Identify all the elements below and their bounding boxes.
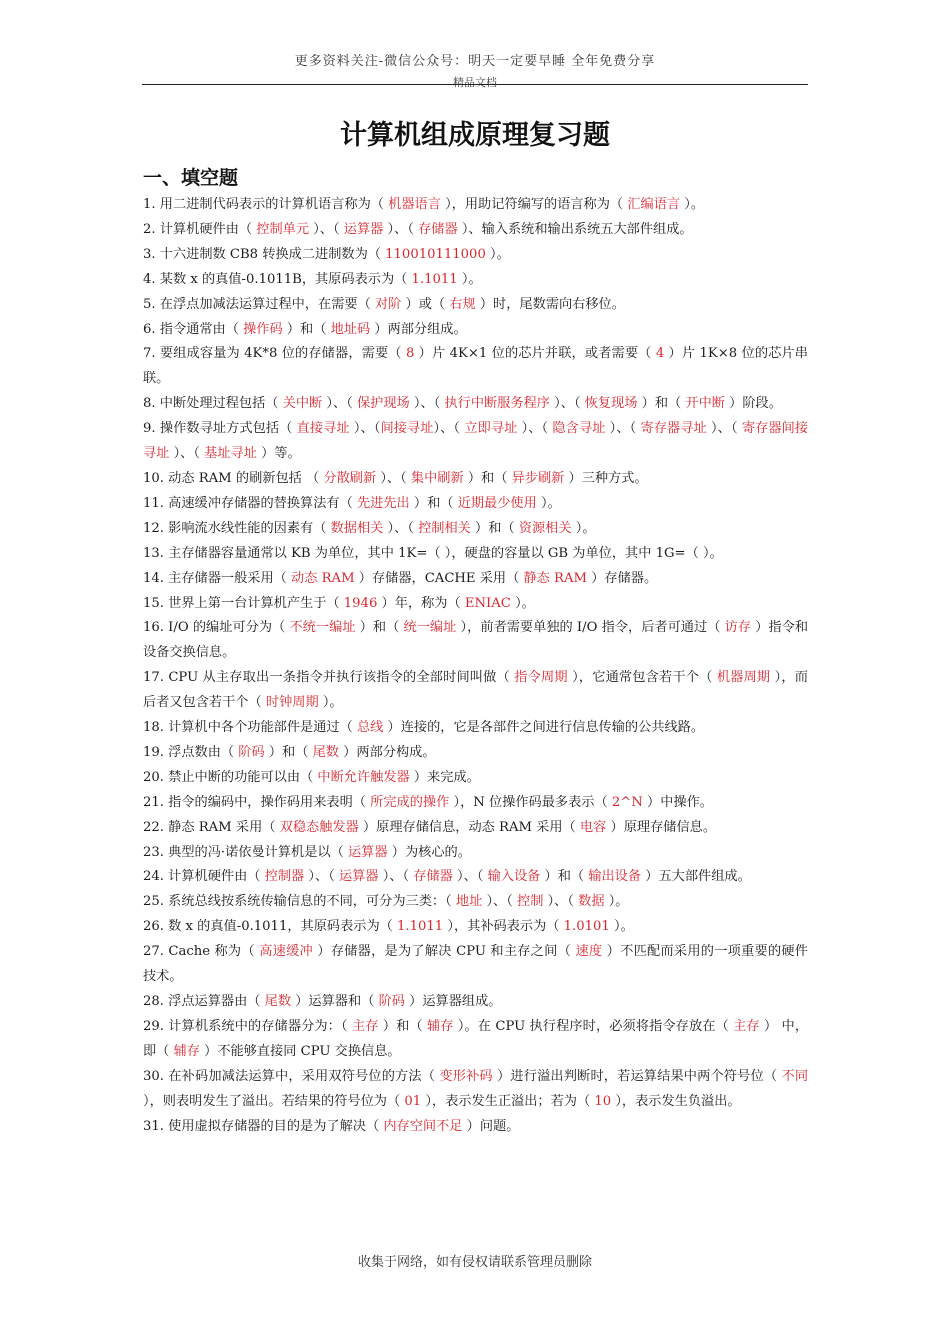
answer-text: 主存 xyxy=(733,1018,760,1034)
question-text: ），其补码表示为（ xyxy=(443,919,564,935)
question-item xyxy=(143,940,808,990)
question-item xyxy=(143,865,808,890)
question-text: ）、（ xyxy=(376,470,411,486)
question-item xyxy=(143,666,808,716)
question-item xyxy=(143,766,808,791)
question-text: 4. 某数 x 的真值-0.1011B，其原码表示为（ xyxy=(143,271,412,287)
answer-text: 总线 xyxy=(356,720,384,736)
section-heading: 一、填空题 xyxy=(143,167,239,189)
answer-text: 辅存 xyxy=(173,1043,200,1059)
question-text: ）或（ xyxy=(401,296,450,312)
question-item xyxy=(143,268,808,293)
question-text: ）、（ xyxy=(543,894,579,910)
question-text: ）问题。 xyxy=(462,1118,520,1134)
answer-text: 10 xyxy=(594,1093,612,1109)
question-text: ）、（ xyxy=(549,396,585,412)
answer-text: 地址码 xyxy=(330,321,371,337)
question-text: ）。 xyxy=(536,495,561,511)
question-text: ）、（ xyxy=(322,396,357,412)
question-text: ）。 xyxy=(680,197,705,212)
answer-text: 速度 xyxy=(575,944,603,960)
question-item xyxy=(143,1065,808,1115)
answer-text: 2^N xyxy=(611,794,643,810)
question-text: ）、（ xyxy=(309,221,344,237)
answer-text: 资源相关 xyxy=(518,520,572,536)
answer-text: 1946 xyxy=(343,595,378,611)
question-text: ），而后者又包含若干个（ xyxy=(143,670,808,711)
question-item xyxy=(143,243,808,268)
question-text: ）和（ xyxy=(540,869,589,885)
question-item xyxy=(143,293,808,318)
question-text: ）和（ xyxy=(409,495,458,511)
question-text: 28. 浮点运算器由（ xyxy=(143,994,265,1009)
question-item xyxy=(143,492,808,517)
question-text: ）和（ xyxy=(282,321,331,337)
question-text: ），用助记符编写的语言称为（ xyxy=(440,197,628,212)
answer-text: 控制单元 xyxy=(256,221,310,237)
question-text: ）进行溢出判断时，若运算结果中两个符号位（ xyxy=(492,1068,782,1084)
answer-text: 阶码 xyxy=(238,744,265,760)
question-text: ）来完成。 xyxy=(409,769,480,785)
answer-text: 双稳态触发器 xyxy=(279,819,359,835)
question-text: ）三种方式。 xyxy=(564,470,648,486)
answer-text: 先进先出 xyxy=(356,495,410,511)
answer-text: 控制相关 xyxy=(418,520,471,536)
question-list xyxy=(143,193,808,1139)
question-text: ）、（ xyxy=(349,421,381,437)
answer-text: 尾数 xyxy=(264,994,292,1009)
answer-text: 数据相关 xyxy=(330,520,384,536)
answer-text: 分散刷新 xyxy=(323,470,377,486)
answer-text: 内存空间不足 xyxy=(383,1118,463,1134)
question-text: ）不能够直接同 CPU 交换信息。 xyxy=(199,1043,401,1059)
answer-text: 1.1011 xyxy=(411,271,458,287)
answer-text: 异步刷新 xyxy=(511,470,565,486)
answer-text: 输入设备 xyxy=(487,869,541,885)
question-text: ）存储器，是为了解决 CPU 和主存之间（ xyxy=(312,944,576,960)
question-item xyxy=(143,741,808,766)
answer-text: 基址寻址 xyxy=(204,446,257,462)
question-text: ）、（ xyxy=(409,396,445,412)
question-text: 23. 典型的冯·诺依曼计算机是以（ xyxy=(143,844,348,860)
answer-text: 1.1011 xyxy=(397,919,444,935)
question-text: ）原理存储信息。 xyxy=(606,819,717,835)
question-item xyxy=(143,990,808,1015)
question-text: ）和（ xyxy=(463,470,512,486)
question-item xyxy=(143,592,808,617)
question-text: ）和（ xyxy=(378,1018,427,1034)
question-text: 22. 静态 RAM 采用（ xyxy=(143,819,280,835)
question-text: 11. 高速缓冲存储器的替换算法有（ xyxy=(143,495,357,511)
question-item xyxy=(143,1015,808,1065)
question-item xyxy=(143,915,808,940)
question-text: ） 中，即（ xyxy=(143,1018,809,1059)
question-text: 2. 计算机硬件由（ xyxy=(143,221,257,237)
answer-text: 地址 xyxy=(455,894,483,910)
answer-text: 输出设备 xyxy=(588,869,642,885)
question-text: ）运算器组成。 xyxy=(404,994,502,1009)
answer-text: 不同 xyxy=(781,1068,809,1084)
question-item xyxy=(143,841,808,866)
question-text: ）和（ xyxy=(264,744,313,760)
question-item xyxy=(143,392,808,417)
answer-text: 直接寻址 xyxy=(296,421,350,437)
answer-text: 对阶 xyxy=(374,296,402,312)
question-text: ），它通常包含若干个（ xyxy=(567,670,717,686)
question-text: ）存储器，CACHE 采用（ xyxy=(354,570,524,586)
answer-text: 间接寻址 xyxy=(380,421,434,437)
question-text: 10. 动态 RAM 的刷新包括 （ xyxy=(143,470,324,486)
question-text: ）和（ xyxy=(470,520,519,536)
question-text: ）。 xyxy=(604,894,629,910)
answer-text: ENIAC xyxy=(464,595,511,611)
answer-text: 机器语言 xyxy=(388,197,441,212)
question-text: ）、（ xyxy=(304,869,339,885)
answer-text: 机器周期 xyxy=(716,670,771,686)
question-text: 9. 操作数寻址方式包括（ xyxy=(143,421,297,437)
question-text: ）。 xyxy=(457,271,482,287)
question-text: ）片 1K×8 位的芯片串联。 xyxy=(143,346,808,387)
answer-text: 指令周期 xyxy=(514,670,568,686)
question-text: ）、（ xyxy=(383,221,419,237)
question-text: ）。 xyxy=(571,520,596,536)
answer-text: 寄存器间接寻址 xyxy=(143,421,809,462)
answer-text: 立即寻址 xyxy=(464,421,518,437)
question-text: 31. 使用虚拟存储器的目的是为了解决（ xyxy=(143,1118,384,1134)
answer-text: 8 xyxy=(405,346,415,362)
question-text: ）。 xyxy=(485,246,510,262)
question-text: ）时，尾数需向右移位。 xyxy=(475,296,625,312)
question-text: ）等。 xyxy=(256,446,301,462)
answer-text: 存储器 xyxy=(418,221,458,237)
question-text: 5. 在浮点加减法运算过程中，在需要（ xyxy=(143,296,375,312)
question-text: 26. 数 x 的真值-0.1011，其原码表示为（ xyxy=(143,919,398,935)
header-subtitle: 精品文档 xyxy=(453,76,497,89)
question-text: ）、（ xyxy=(383,520,419,536)
question-text: ）。 xyxy=(609,919,634,935)
question-item xyxy=(143,616,808,666)
question-text: ）两部分构成。 xyxy=(339,744,436,760)
question-text: 6. 指令通常由（ xyxy=(143,321,244,337)
question-text: ）、（ xyxy=(605,421,641,437)
answer-text: 访存 xyxy=(724,620,752,636)
answer-text: 不统一编址 xyxy=(289,620,356,636)
question-item xyxy=(143,890,808,915)
question-text: ）连接的，它是各部件之间进行信息传输的公共线路。 xyxy=(383,720,705,736)
answer-text: 存储器 xyxy=(413,869,453,885)
question-text: ）。 xyxy=(318,695,343,711)
question-text: ）片 4K×1 位的芯片并联，或者需要（ xyxy=(414,346,656,362)
question-text: ）、（ xyxy=(482,894,518,910)
question-item xyxy=(143,716,808,741)
answer-text: 数据 xyxy=(578,894,605,910)
question-text: ），表示发生负溢出。 xyxy=(611,1093,741,1109)
question-text: ）年，称为（ xyxy=(377,595,465,611)
question-text: 29. 计算机系统中的存储器分为：（ xyxy=(143,1018,352,1034)
answer-text: 01 xyxy=(404,1093,422,1109)
question-item xyxy=(143,542,808,567)
question-text: ），则表明发生了溢出。若结果的符号位为（ xyxy=(143,1093,405,1109)
question-text: 21. 指令的编码中，操作码用来表明（ xyxy=(143,794,371,810)
question-item xyxy=(143,567,808,592)
answer-text: 恢复现场 xyxy=(584,396,638,412)
question-text: ）指令和设备交换信息。 xyxy=(143,620,809,661)
answer-text: 开中断 xyxy=(685,396,725,412)
answer-text: 阶码 xyxy=(378,994,405,1009)
answer-text: 操作码 xyxy=(243,321,283,337)
answer-text: 4 xyxy=(655,346,665,362)
question-text: 17. CPU 从主存取出一条指令并执行该指令的全部时间叫做（ xyxy=(143,670,515,686)
question-text: ）、输入系统和输出系统五大部件组成。 xyxy=(457,221,693,237)
question-text: ）存储器。 xyxy=(587,570,658,586)
question-item xyxy=(143,816,808,841)
answer-text: 关中断 xyxy=(282,396,323,412)
question-text: 8. 中断处理过程包括（ xyxy=(143,396,283,412)
question-item xyxy=(143,1115,808,1140)
question-text: 12. 影响流水线性能的因素有（ xyxy=(143,520,331,536)
answer-text: 变形补码 xyxy=(439,1068,493,1084)
question-item xyxy=(143,193,808,218)
answer-text: 静态 RAM xyxy=(523,570,588,586)
question-text: ）为核心的。 xyxy=(387,844,471,860)
header-promo-text: 更多资料关注-微信公众号：明天一定要早睡 全年免费分享 xyxy=(294,54,656,69)
question-text: ），前者需要单独的 I/O 指令，后者可通过（ xyxy=(456,620,725,636)
answer-text: 隐含寻址 xyxy=(552,421,606,437)
question-text: ）原理存储信息，动态 RAM 采用（ xyxy=(358,819,580,835)
question-text: 14. 主存储器一般采用（ xyxy=(143,570,292,586)
answer-text: 右规 xyxy=(449,296,476,312)
answer-text: 时钟周期 xyxy=(265,695,319,711)
question-item xyxy=(143,218,808,243)
question-item xyxy=(143,791,808,816)
answer-text: 运算器 xyxy=(338,869,379,885)
question-text: ）。 xyxy=(510,595,535,611)
question-item xyxy=(143,318,808,343)
question-text: ）。在 CPU 执行程序时，必须将指令存放在（ xyxy=(453,1018,734,1034)
answer-text: 电容 xyxy=(579,819,607,835)
question-item xyxy=(143,342,808,392)
answer-text: 执行中断服务程序 xyxy=(444,396,550,412)
question-text: 25. 系统总线按系统传输信息的不同，可分为三类：（ xyxy=(143,894,456,910)
question-text: 16. I/O 的编址可分为（ xyxy=(143,620,290,636)
question-text: 24. 计算机硬件由（ xyxy=(143,869,265,885)
question-item xyxy=(143,467,808,492)
answer-text: 主存 xyxy=(351,1018,379,1034)
question-text: 27. Cache 称为（ xyxy=(143,944,260,960)
question-item xyxy=(143,517,808,542)
question-text: ）、（ xyxy=(169,446,205,462)
answer-text: 保护现场 xyxy=(356,396,410,412)
answer-text: 运算器 xyxy=(348,844,388,860)
question-text: ）运算器和（ xyxy=(291,994,379,1009)
question-text: 20. 禁止中断的功能可以由（ xyxy=(143,769,318,785)
answer-text: 控制 xyxy=(517,894,544,910)
question-text: ）不匹配而采用的一项重要的硬件技术。 xyxy=(143,944,808,985)
answer-text: 中断允许触发器 xyxy=(317,769,410,785)
question-text: 15. 世界上第一台计算机产生于（ xyxy=(143,595,344,611)
answer-text: 110010111000 xyxy=(385,246,486,262)
answer-text: 运算器 xyxy=(343,221,384,237)
question-text: ）和（ xyxy=(637,396,686,412)
answer-text: 近期最少使用 xyxy=(457,495,537,511)
answer-text: 控制器 xyxy=(264,869,305,885)
answer-text: 动态 RAM xyxy=(291,570,355,586)
answer-text: 集中刷新 xyxy=(410,470,464,486)
answer-text: 汇编语言 xyxy=(627,197,681,212)
answer-text: 寄存器寻址 xyxy=(640,421,707,437)
question-text: ）五大部件组成。 xyxy=(641,869,751,885)
question-text: ）、（ xyxy=(706,421,742,437)
answer-text: 辅存 xyxy=(426,1018,454,1034)
question-text: ）、（ xyxy=(378,869,414,885)
question-text: 18. 计算机中各个功能部件是通过（ xyxy=(143,720,357,736)
question-text: 7. 要组成容量为 4K*8 位的存储器，需要（ xyxy=(143,346,406,362)
question-text: 30. 在补码加减法运算中，采用双符号位的方法（ xyxy=(143,1068,440,1084)
header-divider xyxy=(142,84,808,85)
question-text: ）、（ xyxy=(452,869,488,885)
question-text: ）、（ xyxy=(433,421,465,437)
answer-text: 所完成的操作 xyxy=(370,794,450,810)
question-text: ）中操作。 xyxy=(642,794,713,810)
answer-text: 1.0101 xyxy=(563,919,610,935)
question-text: ），N 位操作码最多表示（ xyxy=(449,794,612,810)
question-item xyxy=(143,417,808,467)
question-text: ）、（ xyxy=(517,421,553,437)
question-text: ）两部分组成。 xyxy=(370,321,467,337)
question-text: 1. 用二进制代码表示的计算机语言称为（ xyxy=(143,197,389,212)
question-text: 13. 主存储器容量通常以 KB 为单位，其中 1K=（ ），硬盘的容量以 GB 为单位，其中 1G=（ ）。 xyxy=(143,545,723,561)
question-text: 19. 浮点数由（ xyxy=(143,744,239,760)
answer-text: 尾数 xyxy=(312,744,339,760)
page-title: 计算机组成原理复习题 xyxy=(340,120,610,151)
answer-text: 统一编址 xyxy=(403,620,457,636)
question-text: ）阶段。 xyxy=(724,396,782,412)
question-text: ）和（ xyxy=(355,620,404,636)
question-text: 3. 十六进制数 CB8 转换成二进制数为（ xyxy=(143,246,386,262)
question-text: ），表示发生正溢出；若为（ xyxy=(421,1093,595,1109)
answer-text: 高速缓冲 xyxy=(259,944,313,960)
footer-text: 收集于网络，如有侵权请联系管理员删除 xyxy=(357,1255,592,1270)
